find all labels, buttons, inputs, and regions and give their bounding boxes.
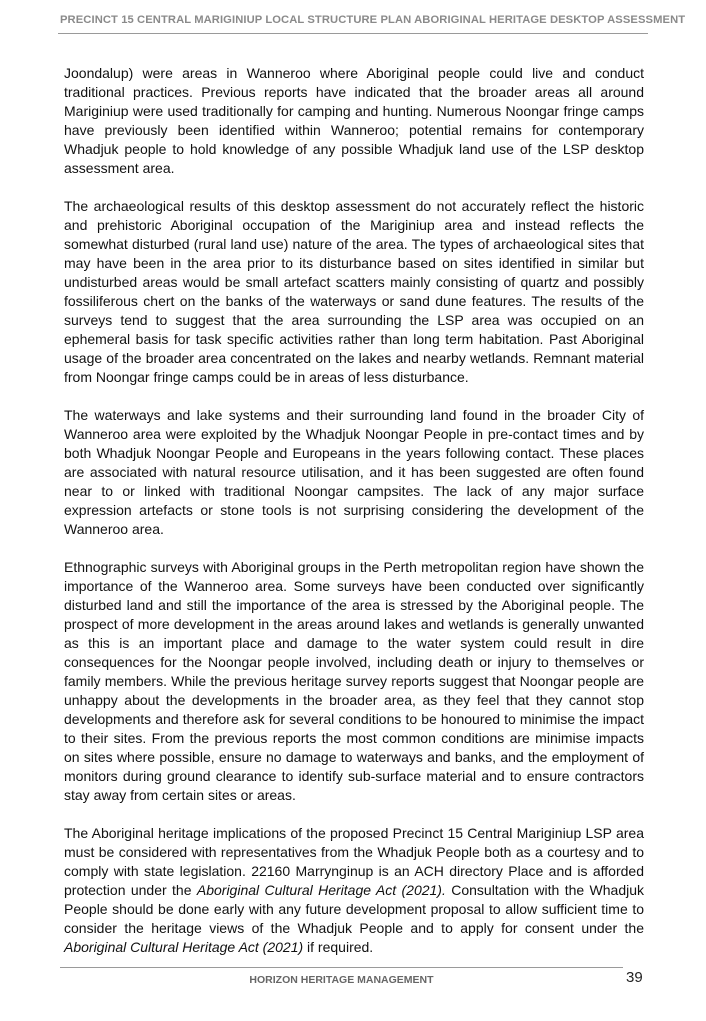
paragraph-text: if required.	[303, 939, 374, 955]
paragraph: Joondalup) were areas in Wanneroo where Aboriginal people could live and conduct traditional practices. Previous reports have indicated that the broader areas all around Mariginiup were used traditionally for camping and hunting. Numerous Noongar fringe camps have previously been identified within Wanneroo; potential remains for contemporary Whadjuk people to hold knowledge of any possible Whadjuk land use of the LSP desktop assessment area.	[64, 65, 644, 176]
paragraph: The waterways and lake systems and their surrounding land found in the broader City of Wanneroo area were exploited by the Whadjuk Noongar People in pre-contact times and by both Whadjuk Noongar People and Europeans in the years following contact. These places are associated with natural resource utilisation, and it has been suggested are often found near to or linked with traditional Noongar campsites. The lack of any major surface expression artefacts or stone tools is not surprising considering the development of the Wanneroo area.	[64, 407, 644, 537]
footer-organisation: HORIZON HERITAGE MANAGEMENT	[249, 974, 434, 986]
document-body	[64, 64, 644, 976]
footer-divider	[60, 967, 623, 968]
running-header: PRECINCT 15 CENTRAL MARIGINIUP LOCAL STRUCTURE PLAN ABORIGINAL HERITAGE DESKTOP ASSESSMENT	[60, 14, 686, 26]
paragraph-text: The Aboriginal heritage implications of the proposed Precinct 15 Central Mariginiup LSP area must be considered with representatives from the Whadjuk People both as a courtesy and to comply with state legislation. 22160 Marrynginup is an ACH directory Place and is afforded protection under the	[64, 825, 644, 898]
act-citation: Aboriginal Cultural Heritage Act (2021)	[64, 939, 304, 955]
paragraph-text: Consultation with the Whadjuk People should be done early with any future development proposal to allow sufficient time to consider the heritage views of the Whadjuk People and to apply for consent under the	[64, 882, 645, 936]
paragraph: Ethnographic surveys with Aboriginal groups in the Perth metropolitan region have shown the importance of the Wanneroo area. Some surveys have been conducted over significantly disturbed land and still the importance of the area is stressed by the Aboriginal people. The prospect of more development in the areas around lakes and wetlands is generally unwanted as this is an important place and damage to the water system could result in dire consequences for the Noongar people involved, including death or injury to themselves or family members. While the previous heritage survey reports suggest that Noongar people are unhappy about the developments in the broader area, as they feel that they cannot stop developments and therefore ask for several conditions to be honoured to minimise the impact to their sites. From the previous reports the most common conditions are minimise impacts on sites where possible, ensure no damage to waterways and banks, and the employment of monitors during ground clearance to identify sub-surface material and to ensure contractors stay away from certain sites or areas.	[64, 559, 644, 803]
paragraph	[64, 824, 644, 957]
header-divider	[58, 33, 648, 34]
act-citation: Aboriginal Cultural Heritage Act (2021).	[196, 882, 446, 898]
paragraph: The archaeological results of this desktop assessment do not accurately reflect the historic and prehistoric Aboriginal occupation of the Mariginiup area and instead reflects the somewhat disturbed (rural land use) nature of the area. The types of archaeological sites that may have been in the area prior to its disturbance based on sites identified in similar but undisturbed areas would be small artefact scatters mainly consisting of quartz and possibly fossiliferous chert on the banks of the waterways or sand dune features. The results of the surveys tend to suggest that the area surrounding the LSP area was occupied on an ephemeral basis for task specific activities rather than long term habitation. Past Aboriginal usage of the broader area concentrated on the lakes and nearby wetlands. Remnant material from Noongar fringe camps could be in areas of less disturbance.	[64, 198, 644, 385]
page-number: 39	[626, 969, 643, 986]
